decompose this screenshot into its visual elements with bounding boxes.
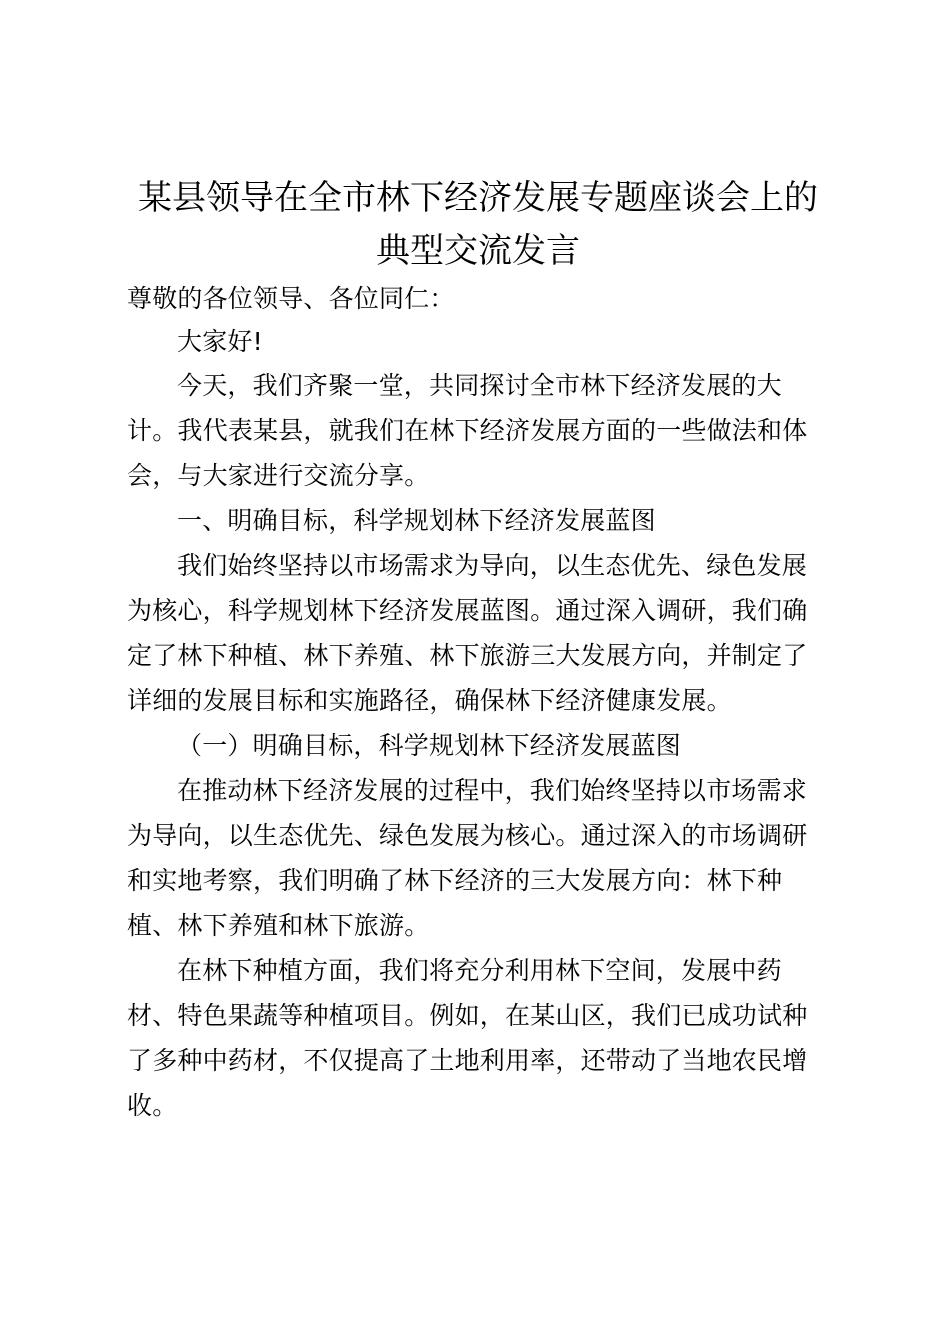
paragraph-line: 在林下种植方面，我们将充分利用林下空间，发展中药: [177, 956, 782, 985]
paragraph-line: 在推动林下经济发展的过程中，我们始终坚持以市场需求: [177, 776, 808, 805]
paragraph-line: 收。: [127, 1091, 178, 1120]
paragraph-line: 了多种中药材，不仅提高了土地利用率，还带动了当地农民增: [127, 1046, 808, 1075]
paragraph-line: 会，与大家进行交流分享。: [127, 461, 430, 490]
paragraph-line: 和实地考察，我们明确了林下经济的三大发展方向：林下种: [127, 866, 783, 895]
paragraph-line: 植、林下养殖和林下旅游。: [127, 911, 430, 940]
salutation: 尊敬的各位领导、各位同仁：: [127, 284, 455, 313]
paragraph-line: 材、特色果蔬等种植项目。例如，在某山区，我们已成功试种: [127, 1001, 808, 1030]
paragraph-line: 为核心，科学规划林下经济发展蓝图。通过深入调研，我们确: [127, 596, 808, 625]
paragraph-line: 详细的发展目标和实施路径，确保林下经济健康发展。: [127, 686, 732, 715]
greeting: 大家好!: [177, 327, 263, 356]
paragraph-line: 我们始终坚持以市场需求为导向，以生态优先、绿色发展: [177, 551, 808, 580]
paragraph-line: 定了林下种植、林下养殖、林下旅游三大发展方向，并制定了: [127, 641, 808, 670]
section-heading: 一、明确目标，科学规划林下经济发展蓝图: [177, 506, 656, 535]
subsection-heading: （一）明确目标，科学规划林下经济发展蓝图: [177, 731, 682, 760]
paragraph-line: 今天，我们齐聚一堂，共同探讨全市林下经济发展的大: [177, 371, 782, 400]
paragraph-line: 计。我代表某县，就我们在林下经济发展方面的一些做法和体: [127, 416, 808, 445]
document-title-line-2: 典型交流发言: [376, 231, 580, 271]
paragraph-line: 为导向，以生态优先、绿色发展为核心。通过深入的市场调研: [127, 821, 808, 850]
document-title-line-1: 某县领导在全市林下经济发展专题座谈会上的: [138, 178, 818, 218]
